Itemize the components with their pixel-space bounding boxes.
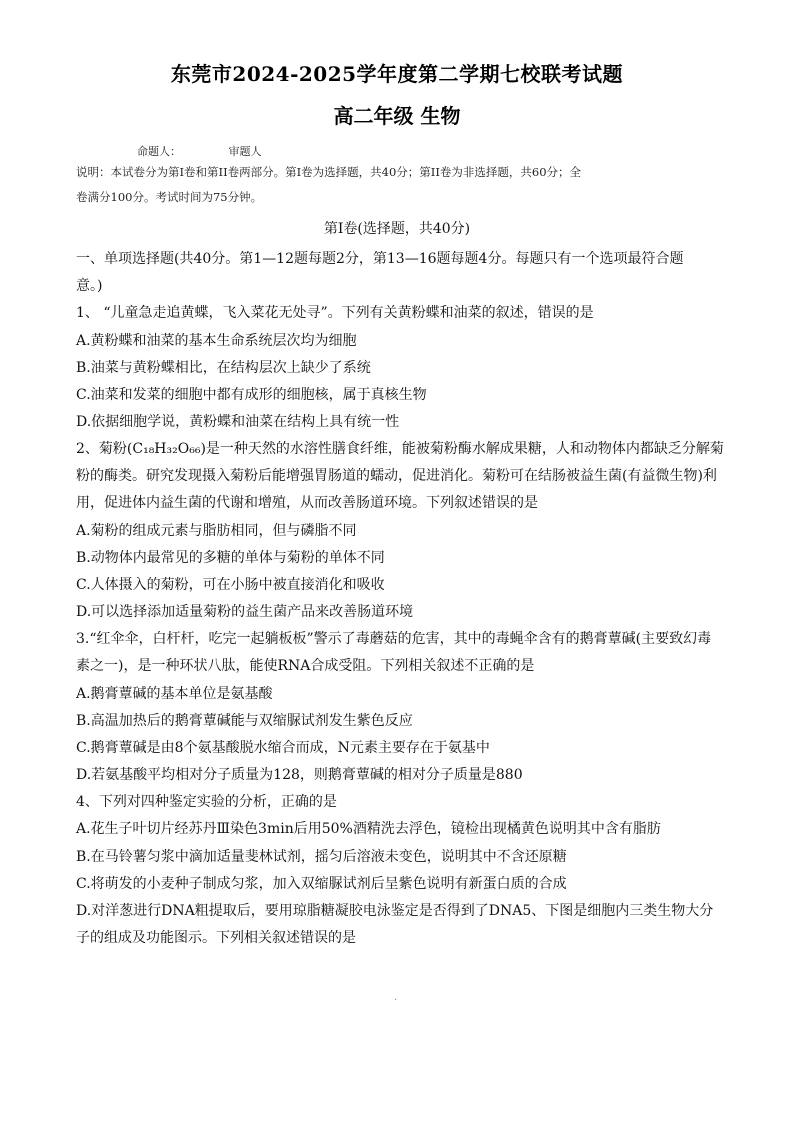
question-line: 用，促进体内益生菌的代谢和增殖，从而改善肠道环境。下列叙述错误的是 — [76, 495, 538, 511]
option-line: C.油菜和发菜的细胞中都有成形的细胞核，属于真核生物 — [76, 387, 427, 403]
option-line: D.依据细胞学说，黄粉蝶和油菜在结构上具有统一性 — [76, 414, 400, 430]
setter-label: 命题人： — [137, 145, 181, 158]
option-line: A.鹅膏蕈碱的基本单位是氨基酸 — [76, 686, 273, 702]
exam-meta — [137, 143, 306, 159]
option-line: B.油菜与黄粉蝶相比，在结构层次上缺少了系统 — [76, 360, 371, 376]
option-line: A.菊粉的组成元素与脂肪相同，但与磷脂不同 — [76, 523, 357, 539]
option-line: D.对洋葱进行DNA粗提取后，要用琼脂糖凝胶电泳鉴定是否得到了DNA5、下图是细胞内三类生物大分 — [76, 903, 714, 919]
question-line: 素之一)，是一种环状八肽，能使RNA合成受阻。下列相关叙述不正确的是 — [76, 658, 535, 674]
instructions-line-1: 说明：本试卷分为第I卷和第II卷两部分。第I卷为选择题，共40分；第II卷为非选择题，共60分；全 — [76, 165, 582, 179]
option-line: B.动物体内最常见的多糖的单体与菊粉的单体不同 — [76, 550, 385, 566]
option-line: B.高温加热后的鹅膏蕈碱能与双缩脲试剂发生紫色反应 — [76, 713, 413, 729]
question-line: 粉的酶类。研究发现摄入菊粉后能增强胃肠道的蠕动，促进消化。菊粉可在结肠被益生菌(有益微生物)利 — [76, 468, 717, 484]
option-line: C.鹅膏蕈碱是由8个氨基酸脱水缩合而成，N元素主要存在于氨基中 — [76, 740, 490, 756]
exam-instructions — [76, 160, 724, 210]
question-line: 子的组成及功能图示。下列相关叙述错误的是 — [76, 930, 356, 946]
option-line: A.黄粉蝶和油菜的基本生命系统层次均为细胞 — [76, 333, 357, 349]
exam-title: 东莞市2024-2025学年度第二学期七校联考试题 — [170, 62, 624, 86]
option-line: D.若氨基酸平均相对分子质量为128，则鹅膏蕈碱的相对分子质量是880 — [76, 767, 523, 783]
option-line: C.人体摄入的菊粉，可在小肠中被直接消化和吸收 — [76, 577, 385, 593]
reviewer-label: 审题人 — [228, 145, 262, 158]
question-line: 1、 “儿童急走追黄蝶，飞入菜花无处寻”。下列有关黄粉蝶和油菜的叙述，错误的是 — [76, 305, 594, 321]
instructions-line-2: 卷满分100分。考试时间为75分钟。 — [76, 190, 263, 204]
question-line: 3.“红伞伞，白杆杆，吃完一起躺板板”警示了毒蘑菇的危害，其中的毒蝇伞含有的鹅膏蕈碱(主要致幻毒 — [76, 631, 712, 647]
question-line: 意。) — [76, 278, 103, 294]
question-line: 4、下列对四种鉴定实验的分析，正确的是 — [76, 794, 337, 810]
exam-subtitle: 高二年级 生物 — [333, 104, 461, 128]
footer-mark: . — [394, 992, 398, 1003]
option-line: A.花生子叶切片经苏丹Ⅲ染色3min后用50%酒精洗去浮色，镜检出现橘黄色说明其中含有脂肪 — [76, 821, 661, 837]
option-line: B.在马铃薯匀浆中滴加适量斐林试剂，摇匀后溶液未变色，说明其中不含还原糖 — [76, 849, 567, 865]
option-line: C.将萌发的小麦种子制成匀浆，加入双缩脲试剂后呈紫色说明有新蛋白质的合成 — [76, 876, 567, 892]
question-line: 一、单项选择题(共40分。第1—12题每题2分，第13—16题每题4分。每题只有一个选项最符合题 — [76, 251, 684, 267]
question-line: 2、菊粉(C₁₈H₃₂O₆₆)是一种天然的水溶性膳食纤维，能被菊粉酶水解成果糖，人和动物体内都缺乏分解菊 — [76, 441, 724, 457]
section-title: 第I卷(选择题，共40分) — [323, 221, 471, 237]
option-line: D.可以选择添加适量菊粉的益生菌产品来改善肠道环境 — [76, 604, 414, 620]
